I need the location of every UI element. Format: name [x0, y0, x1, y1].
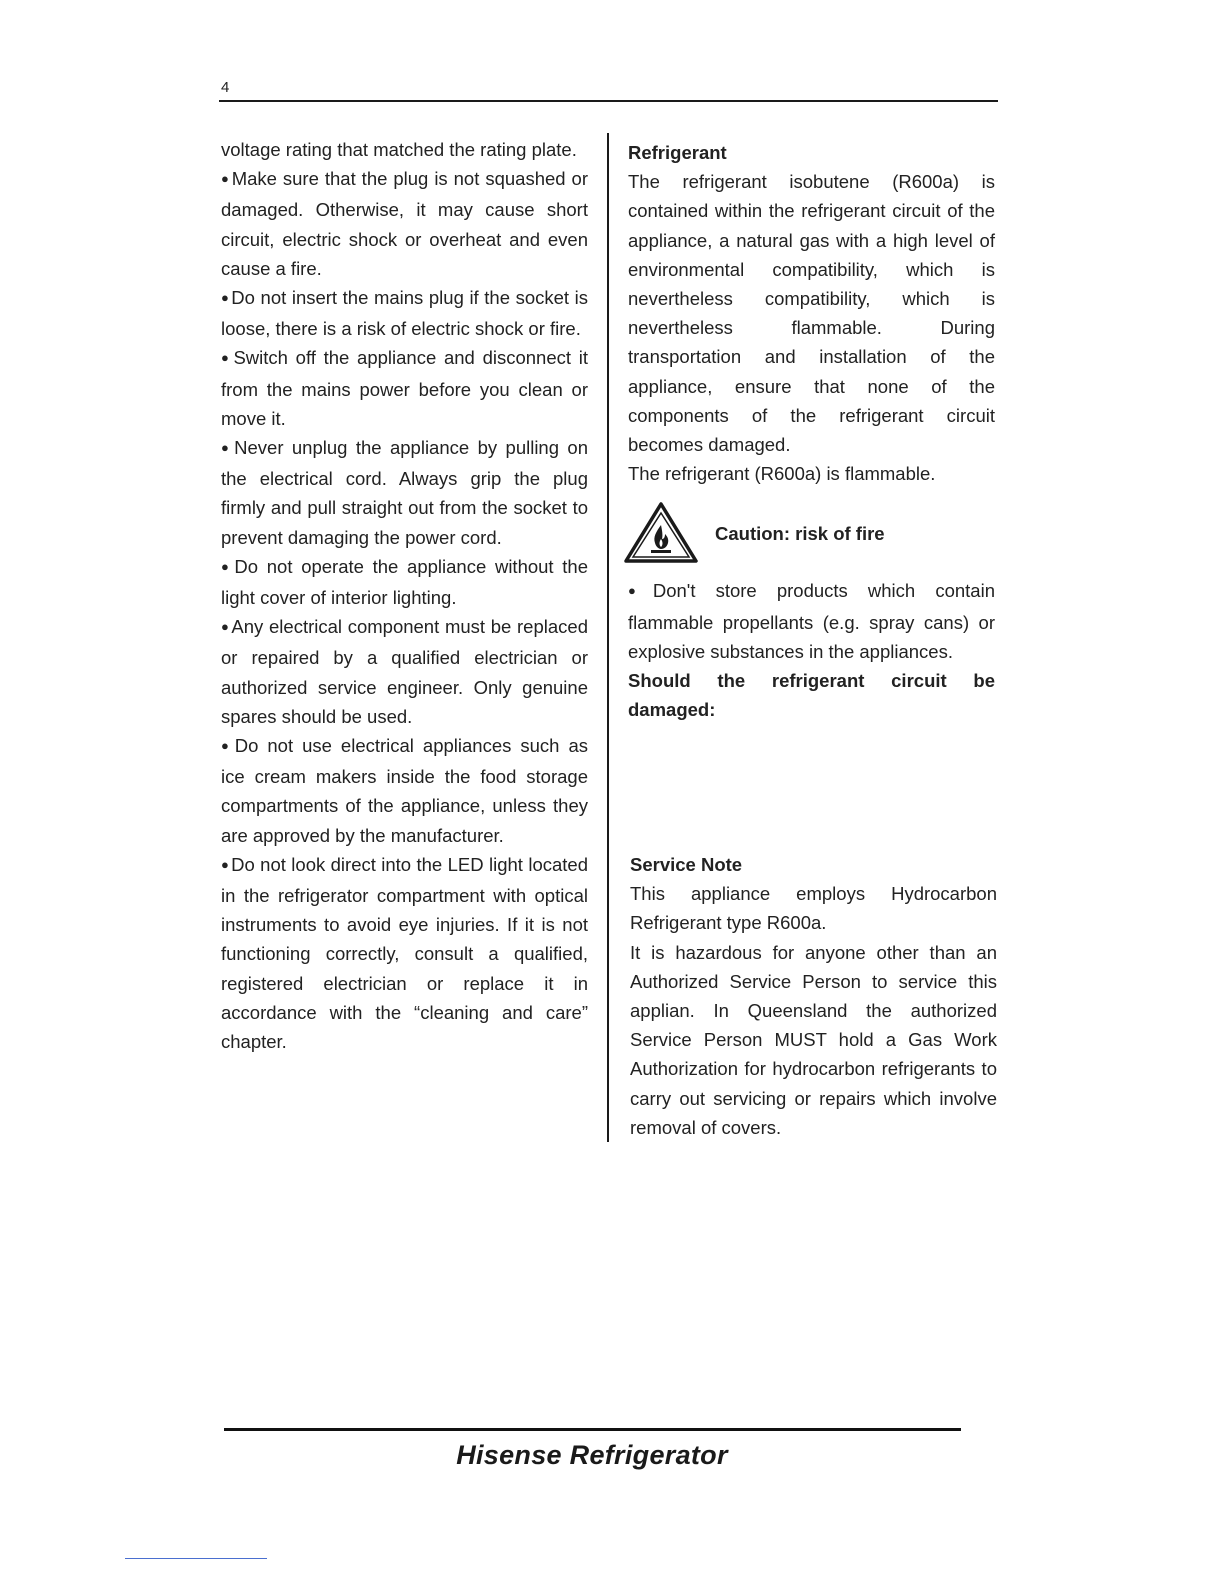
fire-warning-triangle-icon	[623, 501, 699, 565]
refrigerant-heading: Refrigerant	[628, 142, 727, 163]
right-column	[628, 138, 995, 724]
left-paragraph-text: Do not use electrical appliances such as ice cream makers inside the food storage compartments of the appliance, unless they are approved by the manufacturer.	[221, 735, 588, 846]
bullet-dot: ●	[221, 350, 232, 366]
bullet-dot: ●	[221, 619, 230, 635]
left-paragraph	[221, 850, 588, 1056]
corner-line	[125, 1558, 267, 1559]
bullet-dot: ●	[221, 738, 233, 754]
left-paragraph-text: voltage rating that matched the rating plate.	[221, 139, 577, 160]
left-paragraph	[221, 433, 588, 552]
left-paragraph-text: Never unplug the appliance by pulling on the electrical cord. Always grip the plug firmly and pull straight out from the socket to prevent damaging the power cord.	[221, 437, 588, 548]
service-note	[630, 850, 997, 1142]
left-paragraph	[221, 612, 588, 731]
column-divider	[607, 133, 609, 1142]
flammable-line: The refrigerant (R600a) is flammable.	[628, 463, 936, 485]
service-paragraph-2: It is hazardous for anyone other than an Authorized Service Person to service this applian. In Queensland the authorized Service Person MUST hold a Gas Work Authorization for hydrocarbon refrigerants to carry out servicing or repairs which involve removal of covers.	[630, 941, 997, 1138]
left-paragraph-text: Do not operate the appliance without the light cover of interior lighting.	[221, 555, 588, 609]
brand-footer: Hisense Refrigerator	[456, 1440, 728, 1470]
page-number: 4	[221, 79, 230, 96]
header-rule	[219, 100, 998, 102]
bullet-dot: ●	[221, 440, 233, 456]
caution-row	[623, 496, 995, 570]
service-paragraph-1: This appliance employs Hydrocarbon Refrigerant type R600a.	[630, 883, 997, 934]
left-paragraph	[221, 731, 588, 850]
bullet-dot: ●	[221, 290, 230, 306]
bullet-dot: ●	[221, 171, 230, 187]
bullet-dot: ●	[221, 558, 233, 574]
refrigerant-paragraph: The refrigerant isobutene (R600a) is contained within the refrigerant circuit of the appliance, a natural gas with a high level of environmental compatibility, which is nevertheless compatibility, which is nevertheless flammable. During transportation and installation of the appliance, ensure that none of the components of the refrigerant circuit becomes damaged.	[628, 171, 995, 456]
left-paragraph	[221, 343, 588, 433]
left-paragraph	[221, 164, 588, 283]
left-paragraph-text: Any electrical component must be replaced or repaired by a qualified electrician or authorized service engineer. Only genuine spares should be used.	[221, 616, 588, 727]
storage-bullet	[628, 576, 995, 666]
damaged-heading: Should the refrigerant circuit be damaged:	[628, 670, 995, 721]
left-paragraph-text: Do not insert the mains plug if the socket is loose, there is a risk of electric shock or fire.	[221, 287, 588, 340]
bullet-dot: ●	[628, 583, 651, 599]
footer-rule	[224, 1428, 961, 1431]
left-column	[221, 135, 588, 1056]
left-paragraph	[221, 283, 588, 343]
left-paragraph	[221, 552, 588, 612]
storage-bullet-text: Don't store products which contain flammable propellants (e.g. spray cans) or explosive substances in the appliances.	[628, 580, 995, 662]
service-heading: Service Note	[630, 854, 743, 875]
left-paragraph-text: Make sure that the plug is not squashed or damaged. Otherwise, it may cause short circuit, electric shock or overheat and even cause a fire.	[221, 168, 588, 279]
caution-text: Caution: risk of fire	[715, 522, 885, 544]
left-paragraph-text: Do not look direct into the LED light located in the refrigerator compartment with optical instruments to avoid eye injuries. If it is not functioning correctly, consult a qualified, registered electrician or replace it in accordance with the “cleaning and care” chapter.	[221, 853, 588, 1053]
left-paragraph-text: Switch off the appliance and disconnect it from the mains power before you clean or move it.	[221, 347, 588, 429]
left-paragraph	[221, 135, 588, 164]
bullet-dot: ●	[221, 856, 230, 872]
